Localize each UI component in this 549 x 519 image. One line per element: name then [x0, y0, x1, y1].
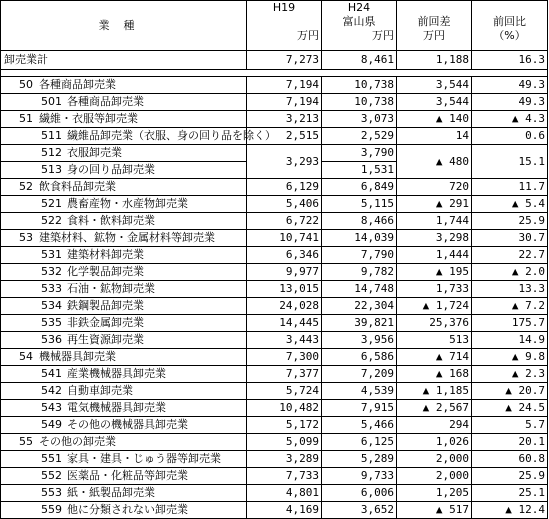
ratio-cell: ▲ 5.4 — [472, 196, 548, 213]
category-cell — [1, 162, 247, 179]
category-code: 512 — [41, 146, 62, 159]
diff-cell: 1,744 — [397, 213, 472, 230]
h24-cell: 6,586 — [322, 349, 397, 366]
category-cell — [1, 94, 247, 111]
ratio-cell: 49.3 — [472, 77, 548, 94]
table-row — [1, 383, 548, 400]
h19-cell: 9,977 — [247, 264, 322, 281]
diff-cell: ▲ 168 — [397, 366, 472, 383]
diff-cell: ▲ 140 — [397, 111, 472, 128]
category-code: 531 — [41, 248, 62, 261]
table-row — [1, 111, 548, 128]
table-row — [1, 213, 548, 230]
h24-cell: 7,915 — [322, 400, 397, 417]
table-row — [1, 51, 548, 70]
h19-cell: 2,515 — [247, 128, 322, 145]
ratio-cell: ▲ 2.3 — [472, 366, 548, 383]
diff-cell: 2,000 — [397, 451, 472, 468]
h24-cell: 2,529 — [322, 128, 397, 145]
h24-cell: 22,304 — [322, 298, 397, 315]
category-cell — [1, 434, 247, 451]
diff-cell: ▲ 714 — [397, 349, 472, 366]
h24-cell: 6,006 — [322, 485, 397, 502]
table-row — [1, 145, 548, 162]
spacer-row — [1, 70, 548, 77]
table-row — [1, 281, 548, 298]
h19-cell: 14,445 — [247, 315, 322, 332]
category-code: 552 — [41, 469, 62, 482]
diff-cell: 3,544 — [397, 77, 472, 94]
category-cell — [1, 468, 247, 485]
h24-cell: 5,115 — [322, 196, 397, 213]
category-cell — [1, 281, 247, 298]
table-row — [1, 485, 548, 502]
h24-cell: 3,790 — [322, 145, 397, 162]
diff-cell: ▲ 2,567 — [397, 400, 472, 417]
category-cell — [1, 485, 247, 502]
table-row — [1, 77, 548, 94]
header-ratio — [472, 1, 548, 51]
h19-cell: 4,801 — [247, 485, 322, 502]
header-h19-unit: 万円 — [297, 29, 319, 42]
h24-cell: 7,790 — [322, 247, 397, 264]
header-ratio-label: 前回比 — [493, 15, 526, 28]
ratio-cell: ▲ 9.8 — [472, 349, 548, 366]
category-name: 衣服卸売業 — [67, 146, 122, 159]
h19-cell: 24,028 — [247, 298, 322, 315]
category-name: 機械器具卸売業 — [39, 350, 116, 363]
ratio-cell: ▲ 4.3 — [472, 111, 548, 128]
h19-cell: 5,724 — [247, 383, 322, 400]
table-row — [1, 400, 548, 417]
h19-cell: 13,015 — [247, 281, 322, 298]
category-name: 農畜産物・水産物卸売業 — [67, 197, 188, 210]
diff-cell: 25,376 — [397, 315, 472, 332]
category-code: 52 — [19, 180, 33, 193]
diff-cell: ▲ 517 — [397, 502, 472, 519]
diff-cell: 1,205 — [397, 485, 472, 502]
diff-cell: 1,444 — [397, 247, 472, 264]
diff-cell: 2,000 — [397, 468, 472, 485]
h24-cell: 9,733 — [322, 468, 397, 485]
category-name: 再生資源卸売業 — [67, 333, 144, 346]
category-name: 化学製品卸売業 — [67, 265, 144, 278]
category-code: 55 — [19, 435, 33, 448]
table-row — [1, 502, 548, 519]
ratio-cell: 25.1 — [472, 485, 548, 502]
header-diff-unit: 万円 — [423, 29, 445, 42]
ratio-cell: 30.7 — [472, 230, 548, 247]
ratio-cell: 22.7 — [472, 247, 548, 264]
category-cell — [1, 213, 247, 230]
category-name: 石油・鉱物卸売業 — [67, 282, 155, 295]
category-code: 532 — [41, 265, 62, 278]
category-code: 521 — [41, 197, 62, 210]
ratio-cell: 20.1 — [472, 434, 548, 451]
h19-cell: 5,172 — [247, 417, 322, 434]
h19-cell: 5,406 — [247, 196, 322, 213]
category-name: 鉄鋼製品卸売業 — [67, 299, 144, 312]
table-row — [1, 196, 548, 213]
ratio-cell: ▲ 20.7 — [472, 383, 548, 400]
category-code: 542 — [41, 384, 62, 397]
h24-cell: 6,125 — [322, 434, 397, 451]
ratio-cell: 13.3 — [472, 281, 548, 298]
h19-cell: 3,213 — [247, 111, 322, 128]
diff-cell: 3,298 — [397, 230, 472, 247]
h19-cell: 7,733 — [247, 468, 322, 485]
category-name: 産業機械器具卸売業 — [67, 367, 166, 380]
category-cell — [1, 196, 247, 213]
category-name: 各種商品卸売業 — [67, 95, 144, 108]
h19-cell: 7,300 — [247, 349, 322, 366]
table-row — [1, 230, 548, 247]
category-name: 非鉄金属卸売業 — [67, 316, 144, 329]
diff-cell: ▲ 1,724 — [397, 298, 472, 315]
h24-cell: 14,748 — [322, 281, 397, 298]
category-cell — [1, 400, 247, 417]
category-cell — [1, 451, 247, 468]
category-name: 飲食料品卸売業 — [39, 180, 116, 193]
h24-cell: 9,782 — [322, 264, 397, 281]
h24-cell: 6,849 — [322, 179, 397, 196]
h19-cell: 10,741 — [247, 230, 322, 247]
diff-cell: ▲ 291 — [397, 196, 472, 213]
header-h24-label: H24 — [347, 1, 371, 14]
category-cell — [1, 298, 247, 315]
category-cell — [1, 77, 247, 94]
category-name: 家具・建具・じゅう器等卸売業 — [67, 452, 221, 465]
h19-cell: 6,346 — [247, 247, 322, 264]
h19-cell: 7,273 — [247, 51, 322, 70]
category-cell — [1, 349, 247, 366]
category-name: 食料・飲料卸売業 — [67, 214, 155, 227]
category-cell — [1, 230, 247, 247]
table-row — [1, 94, 548, 111]
category-cell — [1, 417, 247, 434]
header-row — [1, 1, 548, 51]
h19-cell: 3,293 — [247, 145, 322, 179]
diff-cell: 3,544 — [397, 94, 472, 111]
table-row — [1, 417, 548, 434]
h24-cell: 1,531 — [322, 162, 397, 179]
category-code: 51 — [19, 112, 33, 125]
category-cell — [1, 264, 247, 281]
category-name: 電気機械器具卸売業 — [67, 401, 166, 414]
category-code: 543 — [41, 401, 62, 414]
category-cell — [1, 332, 247, 349]
h19-cell: 6,722 — [247, 213, 322, 230]
category-name: 自動車卸売業 — [67, 384, 133, 397]
table-row — [1, 349, 548, 366]
header-h24-unit: 万円 — [372, 29, 394, 42]
h24-cell: 8,461 — [322, 51, 397, 70]
header-h24 — [322, 1, 397, 51]
h19-cell: 3,443 — [247, 332, 322, 349]
category-name: 卸売業計 — [4, 53, 48, 66]
category-name: 各種商品卸売業 — [39, 78, 116, 91]
category-cell — [1, 51, 247, 70]
table-row — [1, 434, 548, 451]
ratio-cell: ▲ 24.5 — [472, 400, 548, 417]
table-row — [1, 179, 548, 196]
table-row — [1, 451, 548, 468]
h19-cell: 7,194 — [247, 94, 322, 111]
h19-cell: 7,194 — [247, 77, 322, 94]
table-row — [1, 332, 548, 349]
category-name: その他の機械器具卸売業 — [67, 418, 188, 431]
diff-cell: ▲ 1,185 — [397, 383, 472, 400]
category-code: 522 — [41, 214, 62, 227]
h19-cell: 7,377 — [247, 366, 322, 383]
h19-cell: 3,289 — [247, 451, 322, 468]
category-name: 紙・紙製品卸売業 — [67, 486, 155, 499]
h24-cell: 3,073 — [322, 111, 397, 128]
header-h19-label: H19 — [272, 1, 296, 14]
table-row — [1, 468, 548, 485]
category-code: 511 — [41, 129, 62, 142]
category-cell — [1, 383, 247, 400]
ratio-cell: 14.9 — [472, 332, 548, 349]
header-h24-sub: 富山県 — [342, 15, 376, 28]
ratio-cell: 0.6 — [472, 128, 548, 145]
table-row — [1, 128, 548, 145]
ratio-cell: ▲ 12.4 — [472, 502, 548, 519]
h24-cell: 3,652 — [322, 502, 397, 519]
header-category: 業種 — [1, 1, 247, 51]
ratio-cell: 15.1 — [472, 145, 548, 179]
category-code: 536 — [41, 333, 62, 346]
diff-cell: 720 — [397, 179, 472, 196]
h24-cell: 10,738 — [322, 94, 397, 111]
ratio-cell: 25.9 — [472, 213, 548, 230]
diff-cell: 1,188 — [397, 51, 472, 70]
category-code: 513 — [41, 163, 62, 176]
ratio-cell: 49.3 — [472, 94, 548, 111]
h19-cell: 5,099 — [247, 434, 322, 451]
category-name: 繊維品卸売業（衣服、身の回り品を除く） — [67, 129, 276, 142]
category-code: 534 — [41, 299, 62, 312]
header-diff-label: 前回差 — [417, 15, 451, 28]
header-diff — [397, 1, 472, 51]
category-code: 551 — [41, 452, 62, 465]
ratio-cell: 11.7 — [472, 179, 548, 196]
ratio-cell: ▲ 7.2 — [472, 298, 548, 315]
category-code: 541 — [41, 367, 62, 380]
h24-cell: 5,466 — [322, 417, 397, 434]
h24-cell: 5,289 — [322, 451, 397, 468]
spacer-cell — [1, 70, 548, 77]
category-cell — [1, 315, 247, 332]
diff-cell: ▲ 480 — [397, 145, 472, 179]
diff-cell: ▲ 195 — [397, 264, 472, 281]
h19-cell: 10,482 — [247, 400, 322, 417]
category-name: 繊維・衣服等卸売業 — [39, 112, 138, 125]
category-cell — [1, 128, 276, 145]
h19-cell: 6,129 — [247, 179, 322, 196]
h24-cell: 14,039 — [322, 230, 397, 247]
ratio-cell: 175.7 — [472, 315, 548, 332]
category-cell — [1, 145, 247, 162]
category-cell — [1, 247, 247, 264]
h24-cell: 4,539 — [322, 383, 397, 400]
category-code: 53 — [19, 231, 33, 244]
category-code: 559 — [41, 503, 62, 516]
category-name: 医薬品・化粧品等卸売業 — [67, 469, 188, 482]
category-code: 553 — [41, 486, 62, 499]
category-name: 身の回り品卸売業 — [67, 163, 155, 176]
diff-cell: 294 — [397, 417, 472, 434]
ratio-cell: ▲ 2.0 — [472, 264, 548, 281]
category-code: 549 — [41, 418, 62, 431]
h24-cell: 8,466 — [322, 213, 397, 230]
diff-cell: 513 — [397, 332, 472, 349]
category-code: 535 — [41, 316, 62, 329]
category-cell — [1, 179, 247, 196]
table-row — [1, 366, 548, 383]
category-name: その他の卸売業 — [39, 435, 116, 448]
header-h19 — [247, 1, 322, 51]
ratio-cell: 16.3 — [472, 51, 548, 70]
table-row — [1, 298, 548, 315]
category-cell — [1, 502, 247, 519]
category-cell — [1, 366, 247, 383]
diff-cell: 1,733 — [397, 281, 472, 298]
h19-cell: 4,169 — [247, 502, 322, 519]
h24-cell: 7,209 — [322, 366, 397, 383]
table-row — [1, 315, 548, 332]
table-row — [1, 247, 548, 264]
category-code: 54 — [19, 350, 33, 363]
diff-cell: 14 — [397, 128, 472, 145]
category-code: 533 — [41, 282, 62, 295]
ratio-cell: 25.9 — [472, 468, 548, 485]
header-ratio-unit: （%） — [493, 29, 526, 42]
category-name: 建築材料卸売業 — [67, 248, 144, 261]
category-code: 50 — [19, 78, 33, 91]
table-row — [1, 264, 548, 281]
category-cell — [1, 111, 247, 128]
category-name: 建築材料、鉱物・金属材料等卸売業 — [39, 231, 215, 244]
h24-cell: 10,738 — [322, 77, 397, 94]
h24-cell: 39,821 — [322, 315, 397, 332]
diff-cell: 1,026 — [397, 434, 472, 451]
category-name: 他に分類されない卸売業 — [67, 503, 188, 516]
ratio-cell: 60.8 — [472, 451, 548, 468]
h24-cell: 3,956 — [322, 332, 397, 349]
ratio-cell: 5.7 — [472, 417, 548, 434]
category-code: 501 — [41, 95, 62, 108]
